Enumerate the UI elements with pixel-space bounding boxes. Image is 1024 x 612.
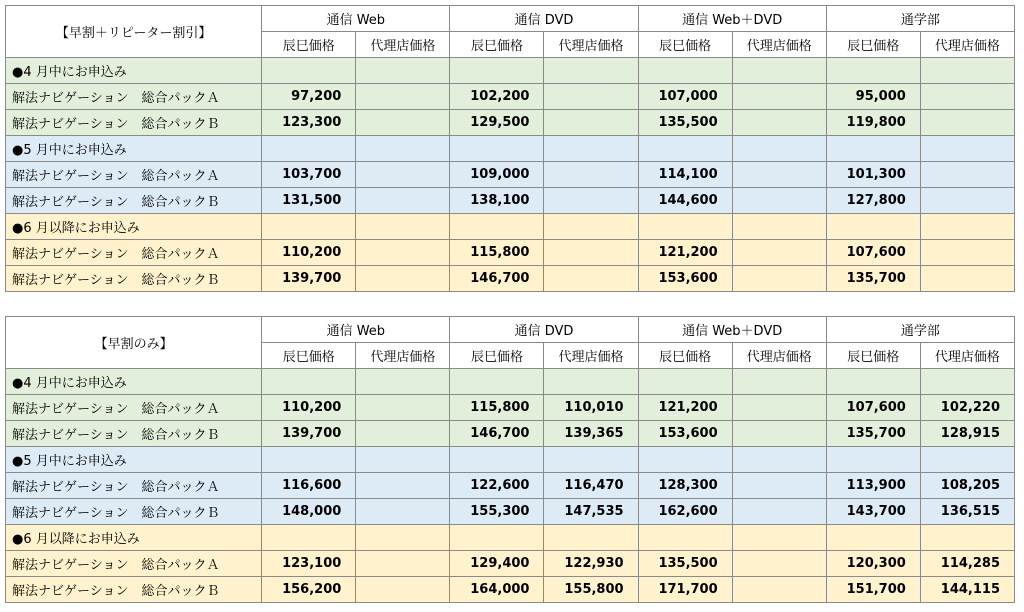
price-tatsumi: 119,800 bbox=[826, 110, 920, 136]
price-agent-header: 代理店価格 bbox=[544, 343, 638, 369]
price-tatsumi: 129,500 bbox=[450, 110, 544, 136]
empty-cell bbox=[262, 214, 356, 240]
price-agent: 102,220 bbox=[920, 395, 1014, 421]
column-group-header: 通信 Web＋DVD bbox=[638, 317, 826, 343]
table-row bbox=[6, 110, 1015, 136]
price-agent-header: 代理店価格 bbox=[544, 32, 638, 58]
section-row bbox=[6, 369, 1015, 395]
price-agent bbox=[356, 162, 450, 188]
product-name: 解法ナビゲーション 総合パックＡ bbox=[6, 84, 262, 110]
section-label: ●6 月以降にお申込み bbox=[6, 525, 262, 551]
price-tatsumi: 120,300 bbox=[826, 551, 920, 577]
price-tatsumi: 135,700 bbox=[826, 421, 920, 447]
empty-cell bbox=[732, 58, 826, 84]
price-tatsumi-header: 辰巳価格 bbox=[638, 343, 732, 369]
price-agent bbox=[356, 577, 450, 603]
section-label: ●6 月以降にお申込み bbox=[6, 214, 262, 240]
price-agent bbox=[920, 84, 1014, 110]
price-tatsumi: 121,200 bbox=[638, 395, 732, 421]
price-agent bbox=[544, 266, 638, 292]
price-agent: 147,535 bbox=[544, 499, 638, 525]
price-tatsumi: 122,600 bbox=[450, 473, 544, 499]
empty-cell bbox=[544, 447, 638, 473]
price-agent bbox=[732, 473, 826, 499]
price-agent bbox=[732, 240, 826, 266]
price-tatsumi: 143,700 bbox=[826, 499, 920, 525]
price-tatsumi: 102,200 bbox=[450, 84, 544, 110]
price-tatsumi: 155,300 bbox=[450, 499, 544, 525]
price-tatsumi: 156,200 bbox=[262, 577, 356, 603]
price-agent-header: 代理店価格 bbox=[920, 32, 1014, 58]
price-tatsumi: 128,300 bbox=[638, 473, 732, 499]
price-agent: 128,915 bbox=[920, 421, 1014, 447]
table-row bbox=[6, 162, 1015, 188]
price-tatsumi-header: 辰巳価格 bbox=[262, 343, 356, 369]
price-agent bbox=[356, 395, 450, 421]
empty-cell bbox=[920, 58, 1014, 84]
product-name: 解法ナビゲーション 総合パックＡ bbox=[6, 551, 262, 577]
empty-cell bbox=[450, 58, 544, 84]
empty-cell bbox=[638, 136, 732, 162]
empty-cell bbox=[638, 369, 732, 395]
empty-cell bbox=[356, 525, 450, 551]
price-tatsumi: 97,200 bbox=[262, 84, 356, 110]
empty-cell bbox=[920, 525, 1014, 551]
empty-cell bbox=[638, 214, 732, 240]
table-row bbox=[6, 577, 1015, 603]
price-agent-header: 代理店価格 bbox=[920, 343, 1014, 369]
price-tatsumi-header: 辰巳価格 bbox=[450, 343, 544, 369]
price-agent bbox=[544, 188, 638, 214]
price-tatsumi: 139,700 bbox=[262, 421, 356, 447]
price-tatsumi: 146,700 bbox=[450, 266, 544, 292]
price-tatsumi: 107,000 bbox=[638, 84, 732, 110]
product-name: 解法ナビゲーション 総合パックＡ bbox=[6, 395, 262, 421]
price-tatsumi-header: 辰巳価格 bbox=[262, 32, 356, 58]
price-tatsumi: 101,300 bbox=[826, 162, 920, 188]
product-name: 解法ナビゲーション 総合パックＢ bbox=[6, 266, 262, 292]
empty-cell bbox=[544, 369, 638, 395]
product-name: 解法ナビゲーション 総合パックＢ bbox=[6, 577, 262, 603]
price-tatsumi: 171,700 bbox=[638, 577, 732, 603]
empty-cell bbox=[732, 136, 826, 162]
price-tatsumi: 135,500 bbox=[638, 551, 732, 577]
price-agent bbox=[732, 395, 826, 421]
price-agent bbox=[732, 84, 826, 110]
price-agent bbox=[356, 421, 450, 447]
price-agent bbox=[920, 240, 1014, 266]
product-name: 解法ナビゲーション 総合パックＢ bbox=[6, 188, 262, 214]
price-tatsumi-header: 辰巳価格 bbox=[450, 32, 544, 58]
column-group-header: 通信 DVD bbox=[450, 317, 638, 343]
table-title: 【早割＋リピーター割引】 bbox=[6, 6, 262, 58]
product-name: 解法ナビゲーション 総合パックＡ bbox=[6, 473, 262, 499]
price-agent bbox=[544, 162, 638, 188]
price-agent: 108,205 bbox=[920, 473, 1014, 499]
price-agent bbox=[356, 84, 450, 110]
price-agent: 139,365 bbox=[544, 421, 638, 447]
empty-cell bbox=[826, 214, 920, 240]
price-tatsumi: 129,400 bbox=[450, 551, 544, 577]
price-agent: 110,010 bbox=[544, 395, 638, 421]
price-agent: 114,285 bbox=[920, 551, 1014, 577]
price-table bbox=[5, 316, 1015, 603]
empty-cell bbox=[920, 136, 1014, 162]
empty-cell bbox=[826, 447, 920, 473]
empty-cell bbox=[544, 214, 638, 240]
section-row bbox=[6, 214, 1015, 240]
empty-cell bbox=[826, 58, 920, 84]
price-tatsumi: 110,200 bbox=[262, 395, 356, 421]
price-tatsumi: 144,600 bbox=[638, 188, 732, 214]
price-tatsumi: 123,100 bbox=[262, 551, 356, 577]
empty-cell bbox=[826, 369, 920, 395]
empty-cell bbox=[826, 136, 920, 162]
price-agent-header: 代理店価格 bbox=[356, 343, 450, 369]
price-tatsumi: 138,100 bbox=[450, 188, 544, 214]
empty-cell bbox=[920, 214, 1014, 240]
empty-cell bbox=[450, 214, 544, 240]
section-row bbox=[6, 525, 1015, 551]
table-row bbox=[6, 84, 1015, 110]
product-name: 解法ナビゲーション 総合パックＢ bbox=[6, 110, 262, 136]
empty-cell bbox=[732, 369, 826, 395]
empty-cell bbox=[920, 447, 1014, 473]
empty-cell bbox=[356, 136, 450, 162]
price-agent bbox=[356, 110, 450, 136]
price-tatsumi: 123,300 bbox=[262, 110, 356, 136]
empty-cell bbox=[920, 369, 1014, 395]
price-agent-header: 代理店価格 bbox=[732, 32, 826, 58]
product-name: 解法ナビゲーション 総合パックＡ bbox=[6, 240, 262, 266]
price-agent: 144,115 bbox=[920, 577, 1014, 603]
price-agent bbox=[732, 551, 826, 577]
empty-cell bbox=[732, 214, 826, 240]
price-tatsumi: 153,600 bbox=[638, 421, 732, 447]
section-label: ●4 月中にお申込み bbox=[6, 369, 262, 395]
empty-cell bbox=[450, 525, 544, 551]
empty-cell bbox=[638, 525, 732, 551]
price-agent bbox=[544, 84, 638, 110]
price-tatsumi: 114,100 bbox=[638, 162, 732, 188]
price-tatsumi-header: 辰巳価格 bbox=[826, 32, 920, 58]
price-agent bbox=[732, 421, 826, 447]
price-agent bbox=[920, 266, 1014, 292]
section-row bbox=[6, 447, 1015, 473]
empty-cell bbox=[262, 369, 356, 395]
price-tatsumi: 135,700 bbox=[826, 266, 920, 292]
price-tatsumi: 146,700 bbox=[450, 421, 544, 447]
header-row bbox=[6, 317, 1015, 343]
table-row bbox=[6, 240, 1015, 266]
price-tatsumi: 127,800 bbox=[826, 188, 920, 214]
section-label: ●5 月中にお申込み bbox=[6, 136, 262, 162]
price-tatsumi: 115,800 bbox=[450, 240, 544, 266]
price-agent: 155,800 bbox=[544, 577, 638, 603]
section-label: ●4 月中にお申込み bbox=[6, 58, 262, 84]
column-group-header: 通信 DVD bbox=[450, 6, 638, 32]
empty-cell bbox=[450, 136, 544, 162]
empty-cell bbox=[356, 447, 450, 473]
price-agent bbox=[732, 188, 826, 214]
price-agent bbox=[356, 473, 450, 499]
price-agent: 122,930 bbox=[544, 551, 638, 577]
price-tatsumi: 131,500 bbox=[262, 188, 356, 214]
price-agent: 116,470 bbox=[544, 473, 638, 499]
table-row bbox=[6, 551, 1015, 577]
product-name: 解法ナビゲーション 総合パックＢ bbox=[6, 421, 262, 447]
price-agent bbox=[732, 266, 826, 292]
empty-cell bbox=[544, 58, 638, 84]
product-name: 解法ナビゲーション 総合パックＢ bbox=[6, 499, 262, 525]
price-agent bbox=[356, 240, 450, 266]
table-row bbox=[6, 473, 1015, 499]
price-tatsumi: 162,600 bbox=[638, 499, 732, 525]
column-group-header: 通信 Web bbox=[262, 317, 450, 343]
price-tatsumi-header: 辰巳価格 bbox=[638, 32, 732, 58]
empty-cell bbox=[262, 58, 356, 84]
empty-cell bbox=[638, 447, 732, 473]
table-title: 【早割のみ】 bbox=[6, 317, 262, 369]
price-tatsumi-header: 辰巳価格 bbox=[826, 343, 920, 369]
price-agent bbox=[356, 499, 450, 525]
price-tatsumi: 139,700 bbox=[262, 266, 356, 292]
section-label: ●5 月中にお申込み bbox=[6, 447, 262, 473]
price-tatsumi: 153,600 bbox=[638, 266, 732, 292]
price-agent bbox=[732, 162, 826, 188]
price-tatsumi: 107,600 bbox=[826, 240, 920, 266]
price-agent bbox=[920, 162, 1014, 188]
price-tatsumi: 95,000 bbox=[826, 84, 920, 110]
price-agent bbox=[356, 266, 450, 292]
column-group-header: 通信 Web bbox=[262, 6, 450, 32]
price-tatsumi: 109,000 bbox=[450, 162, 544, 188]
empty-cell bbox=[732, 525, 826, 551]
column-group-header: 通学部 bbox=[826, 6, 1014, 32]
table-row bbox=[6, 266, 1015, 292]
price-agent bbox=[732, 499, 826, 525]
price-tatsumi: 148,000 bbox=[262, 499, 356, 525]
price-agent bbox=[544, 240, 638, 266]
price-agent bbox=[920, 110, 1014, 136]
price-table bbox=[5, 5, 1015, 292]
empty-cell bbox=[262, 447, 356, 473]
price-tatsumi: 113,900 bbox=[826, 473, 920, 499]
empty-cell bbox=[450, 447, 544, 473]
table-row bbox=[6, 421, 1015, 447]
section-row bbox=[6, 58, 1015, 84]
price-agent bbox=[732, 577, 826, 603]
price-tatsumi: 110,200 bbox=[262, 240, 356, 266]
table-row bbox=[6, 395, 1015, 421]
header-row bbox=[6, 6, 1015, 32]
price-tatsumi: 135,500 bbox=[638, 110, 732, 136]
price-agent bbox=[356, 188, 450, 214]
price-tatsumi: 151,700 bbox=[826, 577, 920, 603]
empty-cell bbox=[544, 136, 638, 162]
empty-cell bbox=[356, 214, 450, 240]
empty-cell bbox=[356, 58, 450, 84]
empty-cell bbox=[732, 447, 826, 473]
price-agent bbox=[356, 551, 450, 577]
price-tatsumi: 115,800 bbox=[450, 395, 544, 421]
column-group-header: 通信 Web＋DVD bbox=[638, 6, 826, 32]
column-group-header: 通学部 bbox=[826, 317, 1014, 343]
empty-cell bbox=[826, 525, 920, 551]
price-tatsumi: 121,200 bbox=[638, 240, 732, 266]
table-row bbox=[6, 499, 1015, 525]
price-agent bbox=[544, 110, 638, 136]
empty-cell bbox=[356, 369, 450, 395]
product-name: 解法ナビゲーション 総合パックＡ bbox=[6, 162, 262, 188]
empty-cell bbox=[544, 525, 638, 551]
price-agent: 136,515 bbox=[920, 499, 1014, 525]
price-agent bbox=[732, 110, 826, 136]
price-agent bbox=[920, 188, 1014, 214]
price-tatsumi: 103,700 bbox=[262, 162, 356, 188]
empty-cell bbox=[262, 525, 356, 551]
empty-cell bbox=[638, 58, 732, 84]
table-row bbox=[6, 188, 1015, 214]
price-tatsumi: 164,000 bbox=[450, 577, 544, 603]
price-agent-header: 代理店価格 bbox=[356, 32, 450, 58]
price-tatsumi: 107,600 bbox=[826, 395, 920, 421]
section-row bbox=[6, 136, 1015, 162]
price-agent-header: 代理店価格 bbox=[732, 343, 826, 369]
empty-cell bbox=[262, 136, 356, 162]
empty-cell bbox=[450, 369, 544, 395]
price-tatsumi: 116,600 bbox=[262, 473, 356, 499]
